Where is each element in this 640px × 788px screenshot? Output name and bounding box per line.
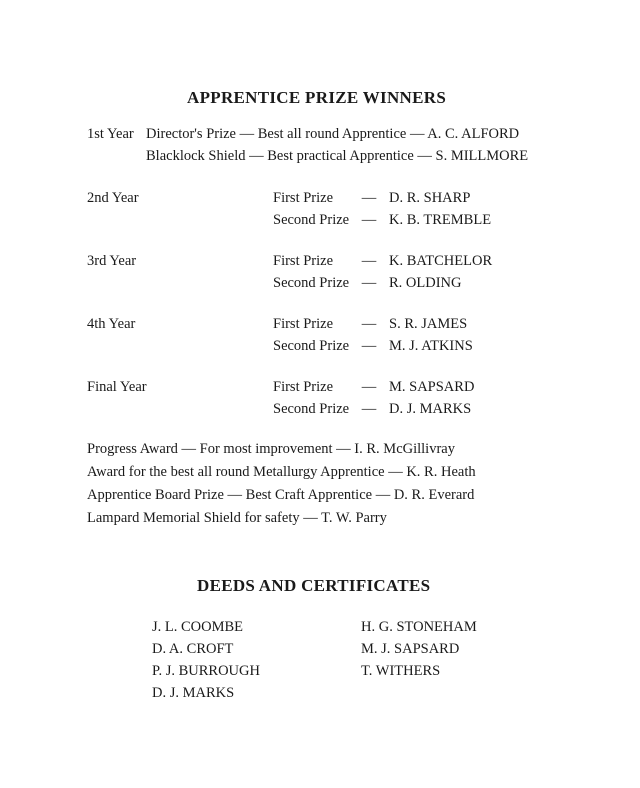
special-award: Award for the best all round Metallurgy Apprentice — K. R. Heath	[87, 464, 476, 480]
prize-dash: —	[361, 212, 377, 228]
prize-winner: M. J. ATKINS	[389, 338, 473, 354]
prize-name: Second Prize	[273, 212, 350, 228]
prize-winners-title: APPRENTICE PRIZE WINNERS	[187, 88, 447, 107]
deeds-name: T. WITHERS	[361, 663, 441, 679]
prize-dash: —	[361, 338, 377, 354]
prize-dash: —	[361, 275, 377, 291]
year-label: 4th Year	[87, 316, 136, 332]
prize-dash: —	[361, 190, 377, 206]
prize-dash: —	[361, 253, 377, 269]
prize-winner: K. BATCHELOR	[389, 253, 493, 269]
prize-winner: D. R. SHARP	[389, 190, 471, 206]
prize-dash: —	[361, 379, 377, 395]
deeds-name: M. J. SAPSARD	[361, 641, 460, 657]
prize-name: First Prize	[273, 253, 334, 269]
deeds-name: J. L. COOMBE	[152, 619, 244, 635]
prize-name: Second Prize	[273, 338, 350, 354]
prize-name: Second Prize	[273, 275, 350, 291]
deeds-name: H. G. STONEHAM	[361, 619, 477, 635]
prize-winner: M. SAPSARD	[389, 379, 475, 395]
prize-winner: S. R. JAMES	[389, 316, 468, 332]
special-award: Lampard Memorial Shield for safety — T. W. Parry	[87, 510, 387, 526]
year-label: Final Year	[87, 379, 147, 395]
special-award: Progress Award — For most improvement — I. R. McGillivray	[87, 441, 455, 457]
first-year-prize-line: Director's Prize — Best all round Apprentice — A. C. ALFORD	[146, 126, 520, 142]
deeds-name: D. A. CROFT	[152, 641, 234, 657]
prize-name: First Prize	[273, 190, 334, 206]
special-award: Apprentice Board Prize — Best Craft Apprentice — D. R. Everard	[87, 487, 475, 503]
prize-winner: K. B. TREMBLE	[389, 212, 492, 228]
prize-name: First Prize	[273, 316, 334, 332]
prize-winner: D. J. MARKS	[389, 401, 472, 417]
deeds-name: P. J. BURROUGH	[152, 663, 260, 679]
prize-name: Second Prize	[273, 401, 350, 417]
prize-dash: —	[361, 316, 377, 332]
deeds-title: DEEDS AND CERTIFICATES	[197, 576, 431, 595]
prize-dash: —	[361, 401, 377, 417]
first-year-prize-line: Blacklock Shield — Best practical Apprentice — S. MILLMORE	[146, 148, 529, 164]
year-label: 2nd Year	[87, 190, 139, 206]
prize-name: First Prize	[273, 379, 334, 395]
prize-winner: R. OLDING	[389, 275, 462, 291]
deeds-name: D. J. MARKS	[152, 685, 235, 701]
first-year-label: 1st Year	[87, 126, 134, 142]
year-label: 3rd Year	[87, 253, 137, 269]
